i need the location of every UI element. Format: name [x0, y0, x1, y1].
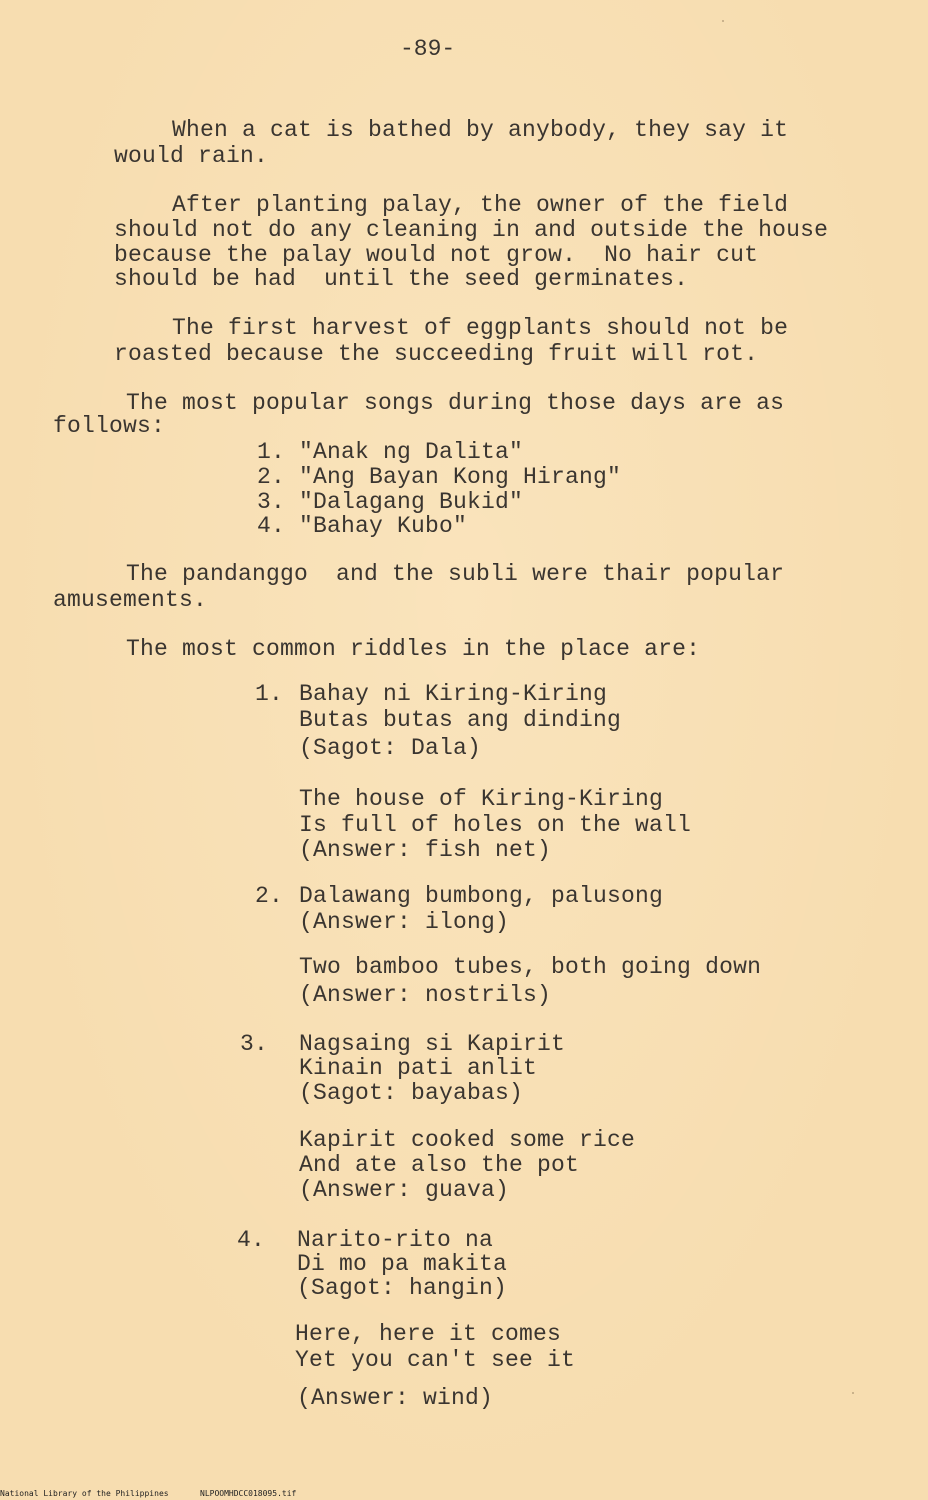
- riddle-1-tagalog-line: Butas butas ang dinding: [299, 707, 622, 733]
- riddle-1-english-answer: (Answer: fish net): [299, 837, 552, 863]
- songs-intro-line-2: follows:: [53, 413, 166, 439]
- footer-source: National Library of the Philippines: [0, 1489, 169, 1498]
- riddle-number: 1.: [255, 681, 284, 707]
- amusements-line-2: amusements.: [53, 587, 208, 613]
- song-item: 1. "Anak ng Dalita": [257, 439, 524, 465]
- riddle-3-tagalog-line: Nagsaing si Kapirit: [299, 1031, 566, 1057]
- song-item: 4. "Bahay Kubo": [257, 513, 468, 539]
- cat-paragraph-line-1: When a cat is bathed by anybody, they say it: [172, 117, 789, 143]
- page-number: -89-: [400, 36, 456, 62]
- riddles-intro: The most common riddles in the place are:: [126, 636, 701, 662]
- riddle-3-tagalog-line: Kinain pati anlit: [299, 1055, 538, 1081]
- riddle-number: 2.: [255, 883, 284, 909]
- palay-paragraph-line-3: because the palay would not grow. No hair cut: [114, 242, 759, 268]
- cat-paragraph-line-2: would rain.: [114, 143, 269, 169]
- riddle-4-tagalog-answer: (Sagot: hangin): [297, 1275, 508, 1301]
- eggplant-paragraph-line-1: The first harvest of eggplants should not be: [172, 315, 789, 341]
- palay-paragraph-line-4: should be had until the seed germinates.: [114, 266, 689, 292]
- riddle-1-english-line: Is full of holes on the wall: [299, 812, 692, 838]
- riddle-3-english-answer: (Answer: guava): [299, 1177, 510, 1203]
- scan-speck: [722, 20, 724, 22]
- eggplant-paragraph-line-2: roasted because the succeeding fruit will rot.: [114, 341, 759, 367]
- riddle-2-english-answer: (Answer: nostrils): [299, 982, 552, 1008]
- riddle-number: 3.: [240, 1031, 269, 1057]
- song-item: 3. "Dalagang Bukid": [257, 489, 524, 515]
- riddle-4-tagalog-line: Narito-rito na: [297, 1227, 494, 1253]
- riddle-2-tagalog-line: Dalawang bumbong, palusong: [299, 883, 664, 909]
- riddle-3-english-line: Kapirit cooked some rice: [299, 1127, 636, 1153]
- songs-intro-line-1: The most popular songs during those days are as: [126, 390, 785, 416]
- song-item: 2. "Ang Bayan Kong Hirang": [257, 464, 622, 490]
- riddle-3-tagalog-answer: (Sagot: bayabas): [299, 1080, 524, 1106]
- riddle-1-tagalog-line: Bahay ni Kiring-Kiring: [299, 681, 608, 707]
- riddle-number: 4.: [237, 1227, 266, 1253]
- riddle-4-english-line: Yet you can't see it: [295, 1347, 576, 1373]
- palay-paragraph-line-1: After planting palay, the owner of the field: [172, 192, 789, 218]
- riddle-4-tagalog-line: Di mo pa makita: [297, 1251, 508, 1277]
- riddle-4-english-answer: (Answer: wind): [297, 1385, 494, 1411]
- scan-speck: [852, 1392, 854, 1394]
- amusements-line-1: The pandanggo and the subli were thair popular: [126, 561, 785, 587]
- riddle-3-english-line: And ate also the pot: [299, 1152, 580, 1178]
- riddle-2-tagalog-answer: (Answer: ilong): [299, 909, 510, 935]
- riddle-2-english-line: Two bamboo tubes, both going down: [299, 954, 762, 980]
- footer-filename: NLPOOMHDCC018095.tif: [200, 1489, 297, 1498]
- riddle-1-english-line: The house of Kiring-Kiring: [299, 786, 664, 812]
- riddle-4-english-line: Here, here it comes: [295, 1321, 562, 1347]
- palay-paragraph-line-2: should not do any cleaning in and outside the house: [114, 217, 829, 243]
- riddle-1-tagalog-answer: (Sagot: Dala): [299, 735, 482, 761]
